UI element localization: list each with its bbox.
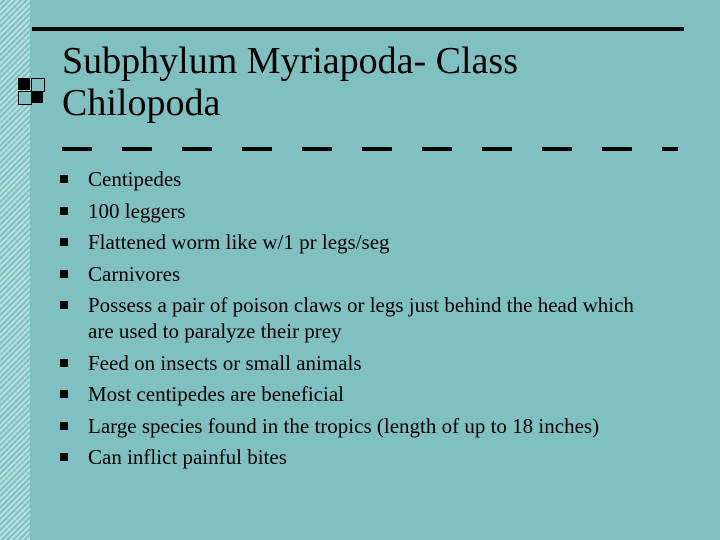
list-item bbox=[60, 350, 660, 376]
list-item bbox=[60, 198, 660, 224]
bullet-text: 100 leggers bbox=[88, 198, 186, 223]
slide-title: Subphylum Myriapoda- Class Chilopoda bbox=[62, 40, 518, 124]
bullet-text: Most centipedes are beneficial bbox=[88, 382, 344, 406]
list-item bbox=[60, 166, 660, 192]
square-bullet-icon bbox=[60, 359, 68, 367]
square-bullet-icon bbox=[60, 238, 68, 246]
square-bullet-icon bbox=[60, 175, 68, 183]
square-bullet-icon bbox=[60, 207, 68, 215]
square-bullet-icon bbox=[60, 453, 68, 461]
square-bullet-icon bbox=[60, 422, 68, 430]
bullet-text: Flattened worm like w/1 pr legs/seg bbox=[88, 230, 390, 254]
list-item bbox=[60, 292, 660, 344]
list-item bbox=[60, 261, 660, 287]
bullet-list bbox=[60, 166, 660, 476]
top-rule bbox=[32, 27, 684, 31]
list-item bbox=[60, 381, 660, 407]
bullet-text: Possess a pair of poison claws or legs just behind the head which are used to paralyze their prey bbox=[88, 293, 634, 343]
title-dashed-rule bbox=[62, 147, 678, 151]
list-item bbox=[60, 229, 660, 255]
bullet-text: Can inflict painful bites bbox=[88, 445, 287, 469]
title-bullet-squares-icon bbox=[18, 78, 44, 104]
bullet-text: Large species found in the tropics (length of up to 18 inches) bbox=[88, 413, 600, 438]
square-bullet-icon bbox=[60, 390, 68, 398]
list-item bbox=[60, 413, 660, 439]
bullet-text: Centipedes bbox=[88, 167, 182, 191]
bullet-text: Carnivores bbox=[88, 261, 181, 286]
square-bullet-icon bbox=[60, 301, 68, 309]
square-bullet-icon bbox=[60, 270, 68, 278]
bullet-text: Feed on insects or small animals bbox=[88, 350, 362, 375]
list-item bbox=[60, 444, 660, 470]
